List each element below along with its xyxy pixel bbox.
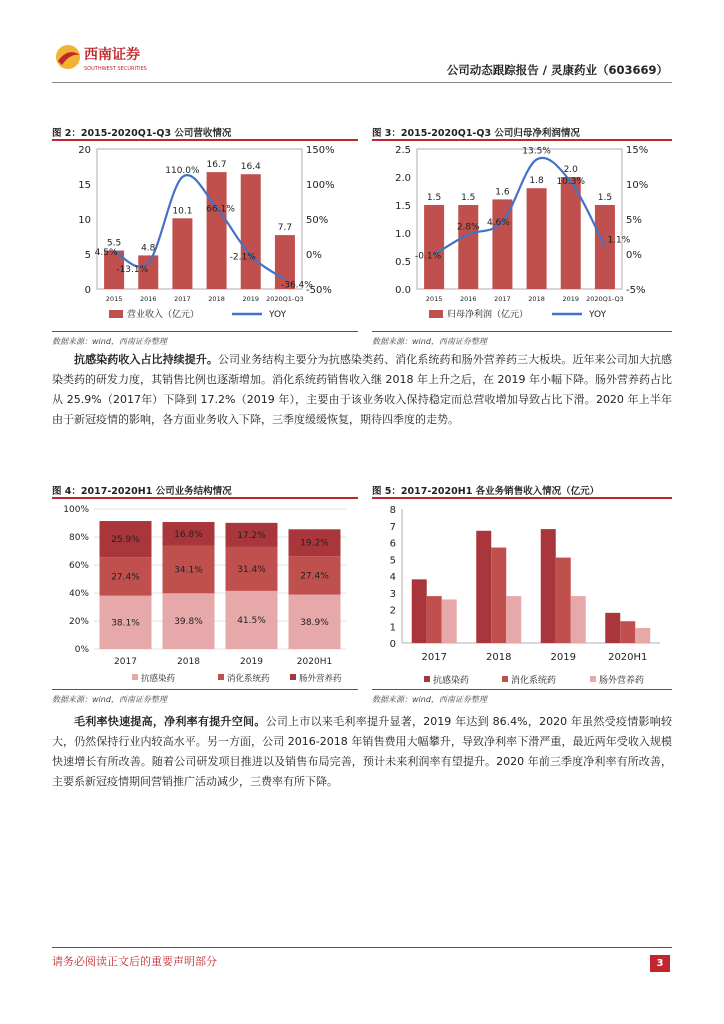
report-title: 公司动态跟踪报告 / 灵康药业（603669） [446,63,668,77]
fig5-source: 数据来源：wind，西南证券整理 [372,695,487,704]
bar-value-label: 4.8 [141,243,156,254]
y-left-tick-label: 0.0 [395,285,411,296]
fig5-chart [372,498,672,688]
y-tick-label: 40% [68,589,89,599]
y-tick-label: 8 [389,505,396,516]
fig2-source: 数据来源：wind，西南证券整理 [52,337,167,346]
y-tick-label: 4 [389,572,396,583]
bar [241,174,261,289]
segment-value-label: 38.9% [300,617,329,628]
yoy-value-label: 4.6% [486,217,510,228]
x-tick-label: 2020H1 [608,652,648,663]
paragraph-1-heading: 抗感染药收入占比持续提升。 [74,353,218,366]
bar [506,596,521,643]
fig2-chart [52,140,358,330]
paragraph-2-body: 公司上市以来毛利率提升显著，2019 年达到 86.4%，2020 年虽然受疫情影响较大，仍然保持行业内较高水平。另一方面，公司 2016-2018 年销售费用大幅攀升，导致净利率下滑严重，最近两年受收入规模快速增长有所改善。随着公司研发项目推进以及销售布局完善，预计未来利润率有望提升。2020 年前三季度净利率有所改善，主要系新冠疫情期间营销推广活动减少，三费率有所下降。 [52,715,673,788]
y-tick-label: 0 [389,639,396,650]
segment-value-label: 34.1% [174,565,203,576]
x-tick-label: 2016 [459,295,477,303]
header-divider [52,82,672,83]
logo-text: 西南证券 [84,47,140,63]
page-number: 3 [650,955,670,972]
legend-swatch [590,676,596,682]
segment-value-label: 39.8% [174,617,203,628]
y-tick-label: 7 [389,521,396,533]
bar [172,218,192,289]
bar [571,596,586,643]
legend-label: 消化系统药 [511,676,557,686]
y-left-tick-label: 5 [84,250,91,261]
x-tick-label: 2020Q1-Q3 [266,295,304,303]
legend-bar-swatch [109,310,123,318]
bar [605,613,620,643]
fig2-title: 图 2：2015-2020Q1-Q3 公司营收情况 [52,128,232,139]
y-tick-label: 60% [68,561,89,571]
x-tick-label: 2019 [562,295,580,303]
y-left-tick-label: 2.0 [395,173,411,184]
yoy-value-label: -0.1% [415,251,442,262]
x-tick-label: 2019 [240,657,263,667]
bar [427,596,442,643]
bar-value-label: 16.7 [206,160,227,171]
x-tick-label: 2015 [105,295,123,303]
fig4-title: 图 4：2017-2020H1 公司业务结构情况 [52,486,232,497]
bar-value-label: 7.7 [277,223,293,234]
x-tick-label: 2019 [242,295,260,303]
segment-value-label: 41.5% [237,615,266,626]
yoy-value-label: 13.5% [522,146,551,157]
bar-value-label: 1.8 [529,176,544,187]
x-tick-label: 2019 [550,652,576,663]
y-right-tick-label: 100% [306,180,335,191]
bar-value-label: 16.4 [240,162,261,173]
fig4-bottom-rule [52,689,358,690]
y-tick-label: 1 [389,622,396,634]
bar-value-label: 1.5 [461,193,476,203]
x-tick-label: 2017 [421,652,447,663]
segment-value-label: 31.4% [237,564,266,575]
legend-label: 抗感染药 [433,676,470,686]
y-tick-label: 3 [389,588,396,600]
x-tick-label: 2017 [494,295,511,303]
y-left-tick-label: 0 [84,285,91,296]
fig5-bottom-rule [372,689,672,690]
bar [491,548,506,643]
yoy-value-label: 110.0% [165,166,200,176]
segment-value-label: 38.1% [111,618,140,629]
yoy-value-label: 4.5% [94,247,118,258]
x-tick-label: 2018 [528,295,545,303]
segment-value-label: 25.9% [111,535,140,546]
y-left-tick-label: 10 [78,215,91,226]
y-left-tick-label: 20 [78,145,91,156]
legend-swatch [218,674,224,680]
x-tick-label: 2020H1 [296,657,333,667]
legend-swatch [502,676,508,682]
x-tick-label: 2017 [174,295,191,303]
bar [424,205,444,289]
bar [476,531,491,643]
yoy-value-label: 2.8% [456,222,480,233]
y-left-tick-label: 15 [78,180,91,191]
y-right-tick-label: -5% [626,285,646,296]
logo-subtext: SOUTHWEST SECURITIES [84,66,147,72]
fig3-source: 数据来源：wind，西南证券整理 [372,337,487,346]
legend-swatch [424,676,430,682]
y-left-tick-label: 1.5 [395,201,411,212]
bar [556,558,571,643]
legend-label: 肠外营养药 [599,676,645,686]
y-tick-label: 100% [63,505,89,515]
yoy-value-label: -13.1% [116,265,149,276]
y-tick-label: 0% [74,645,89,655]
bar-value-label: 2.0 [563,165,578,175]
y-right-tick-label: 50% [306,215,329,226]
bar [527,188,547,289]
yoy-value-label: -2.1% [229,252,256,263]
bar [458,205,478,289]
bar-value-label: 10.1 [172,206,193,217]
x-tick-label: 2018 [486,652,512,663]
fig4-chart [52,498,358,688]
yoy-value-label: 66.1% [206,204,235,215]
legend-bar-swatch [429,310,443,318]
y-tick-label: 80% [68,533,89,543]
y-tick-label: 6 [389,538,396,550]
paragraph-margins [52,712,672,792]
y-right-tick-label: 0% [306,250,322,261]
x-tick-label: 2018 [208,295,225,303]
legend-label: 消化系统药 [227,674,270,684]
segment-value-label: 19.2% [300,538,329,549]
fig3-bottom-rule [372,331,672,332]
fig4-source: 数据来源：wind，西南证券整理 [52,695,167,704]
legend-bar-label: 营业收入（亿元） [127,310,200,320]
y-right-tick-label: 150% [306,145,335,156]
bar [595,205,615,289]
x-tick-label: 2018 [177,657,200,667]
y-left-tick-label: 0.5 [395,257,411,268]
bar [442,599,457,643]
x-tick-label: 2016 [139,295,157,303]
company-logo [54,41,164,75]
x-tick-label: 2015 [425,295,443,303]
bar-value-label: 1.5 [426,193,442,203]
bar [541,529,556,643]
yoy-value-label: 1.1% [607,235,631,246]
y-tick-label: 20% [68,617,89,627]
x-tick-label: 2017 [114,657,137,667]
paragraph-business-structure [52,350,672,430]
segment-value-label: 17.2% [237,530,266,541]
bar [620,621,635,643]
footer-disclaimer: 请务必阅读正文后的重要声明部分 [52,955,217,968]
y-right-tick-label: -50% [306,285,332,296]
fig2-bottom-rule [52,331,358,332]
fig3-chart [372,140,672,330]
y-tick-label: 5 [389,555,396,567]
footer-divider [52,947,672,948]
y-left-tick-label: 2.5 [395,145,411,156]
yoy-value-label: -36.4% [280,280,313,291]
bar-value-label: 1.6 [495,187,510,198]
bar [412,579,427,643]
y-right-tick-label: 5% [626,215,642,226]
bar-value-label: 1.5 [597,193,613,203]
bar [207,172,227,289]
legend-line-label: YOY [589,310,607,320]
y-right-tick-label: 15% [626,145,649,156]
segment-value-label: 27.4% [300,571,329,582]
legend-label: 抗感染药 [141,674,176,684]
paragraph-1-body: 公司业务结构主要分为抗感染类药、消化系统药和肠外营养药三大板块。近年来公司加大抗感染类药的研发力度，其销售比例也逐渐增加。消化系统药销售收入继 2018 年上升之后，在 2019 年小幅下降。肠外营养药占比从 25.9%（2017年）下降到 17.2%（2019 年），主要由于该业务收入保持稳定而总营收增加导致占比下滑。2020 年上半年由于新冠疫情的影响，各方面业务收入下降，三季度缓缓恢复，期待四季度的走势。 [52,353,673,426]
y-right-tick-label: 10% [626,180,649,191]
legend-swatch [290,674,296,680]
yoy-value-label: 10.3% [556,176,586,187]
segment-value-label: 27.4% [111,572,140,583]
x-tick-label: 2020Q1-Q3 [586,295,624,303]
y-right-tick-label: 0% [626,250,642,261]
legend-line-label: YOY [269,310,287,320]
y-left-tick-label: 1.0 [395,229,411,240]
segment-value-label: 16.8% [174,529,203,540]
fig3-title: 图 3：2015-2020Q1-Q3 公司归母净利润情况 [372,128,580,139]
legend-bar-label: 归母净利润（亿元） [447,310,529,320]
paragraph-2-heading: 毛利率快速提高，净利率有提升空间。 [74,715,266,728]
legend-swatch [132,674,138,680]
legend-label: 肠外营养药 [299,674,342,684]
fig5-title: 图 5：2017-2020H1 各业务销售收入情况（亿元） [372,486,600,497]
y-tick-label: 2 [389,605,396,617]
bar-value-label: 5.5 [106,238,122,249]
bar [635,628,650,643]
